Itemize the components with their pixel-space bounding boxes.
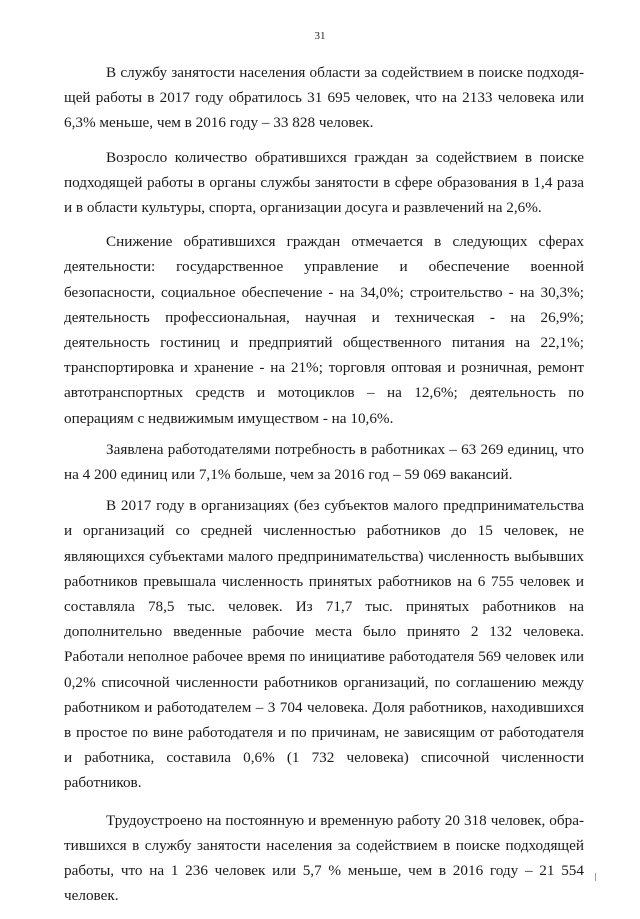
paragraph-employed-total: Трудоустроено на постоянную и временную работу 20 318 человек, обратившихся в службу занятости населения за содействием в поиске подходящей работы, что на 1 236 человек или 5,7 % меньше, чем в 2016 году – 21 554 человек. bbox=[64, 811, 584, 905]
paragraph-organizations-staff: В 2017 году в организациях (без субъектов малого предпринимательства и организаций со средней численностью работников до 15 человек, не являющихся субъектами малого предпринимательства) численность выбывших работников превышала численность принятых работников на 6 755 человек и составляла 78,5 тыс. человек. Из 71,7 тыс. принятых работников на дополнительно введенные рабочие места было принято 2 132 человека. Работали неполное рабочее время по инициативе работодателя 569 человек или 0,2% списочной численности работников организаций, по соглашению между работником и работодателем – 3 704 человека. Доля работников, находившихся в простое по вине работодателя и по причинам, не зависящим от работодателя и работника, составила 0,6% (1 732 человека) списочной численности работников. bbox=[64, 497, 584, 792]
page-number: 31 bbox=[314, 30, 326, 42]
document-body bbox=[64, 60, 584, 919]
paragraph-job-seekers: В службу занятости населения области за содействием в поиске подходящей работы в 2017 году обратилось 31 695 человек, что на 2133 человека или 6,3% меньше, чем в 2016 году – 33 828 человек. bbox=[64, 64, 584, 132]
paragraph-employer-demand: Заявлена работодателями потребность в работниках – 63 269 единиц, что на 4 200 единиц или 7,1% больше, чем за 2016 год – 59 069 вакансий. bbox=[64, 440, 584, 484]
paragraph-sector-growth: Возросло количество обратившихся граждан за содействием в поиске подходящей работы в органы службы занятости в сфере образования в 1,4 раза и в области культуры, спорта, организации досуга и развлечений на 2,6%. bbox=[64, 148, 584, 217]
paragraph-sector-decline: Снижение обратившихся граждан отмечается в следующих сферах деятельности: государственное управление и обеспечение военной безопасности, социальное обеспечение - на 34,0%; строительство - на 30,3%; деятельность профессиональная, научная и техническая - на 26,9%; деятельность гостиниц и предприятий общественного питания на 22,1%; транспортировка и хранение - на 21%; торговля оптовая и розничная, ремонт автотранспортных средств и мотоциклов – на 12,6%; деятельность по операциям с недвижимым имуществом - на 10,6%. bbox=[64, 233, 584, 427]
scan-edge-mark bbox=[595, 873, 596, 881]
